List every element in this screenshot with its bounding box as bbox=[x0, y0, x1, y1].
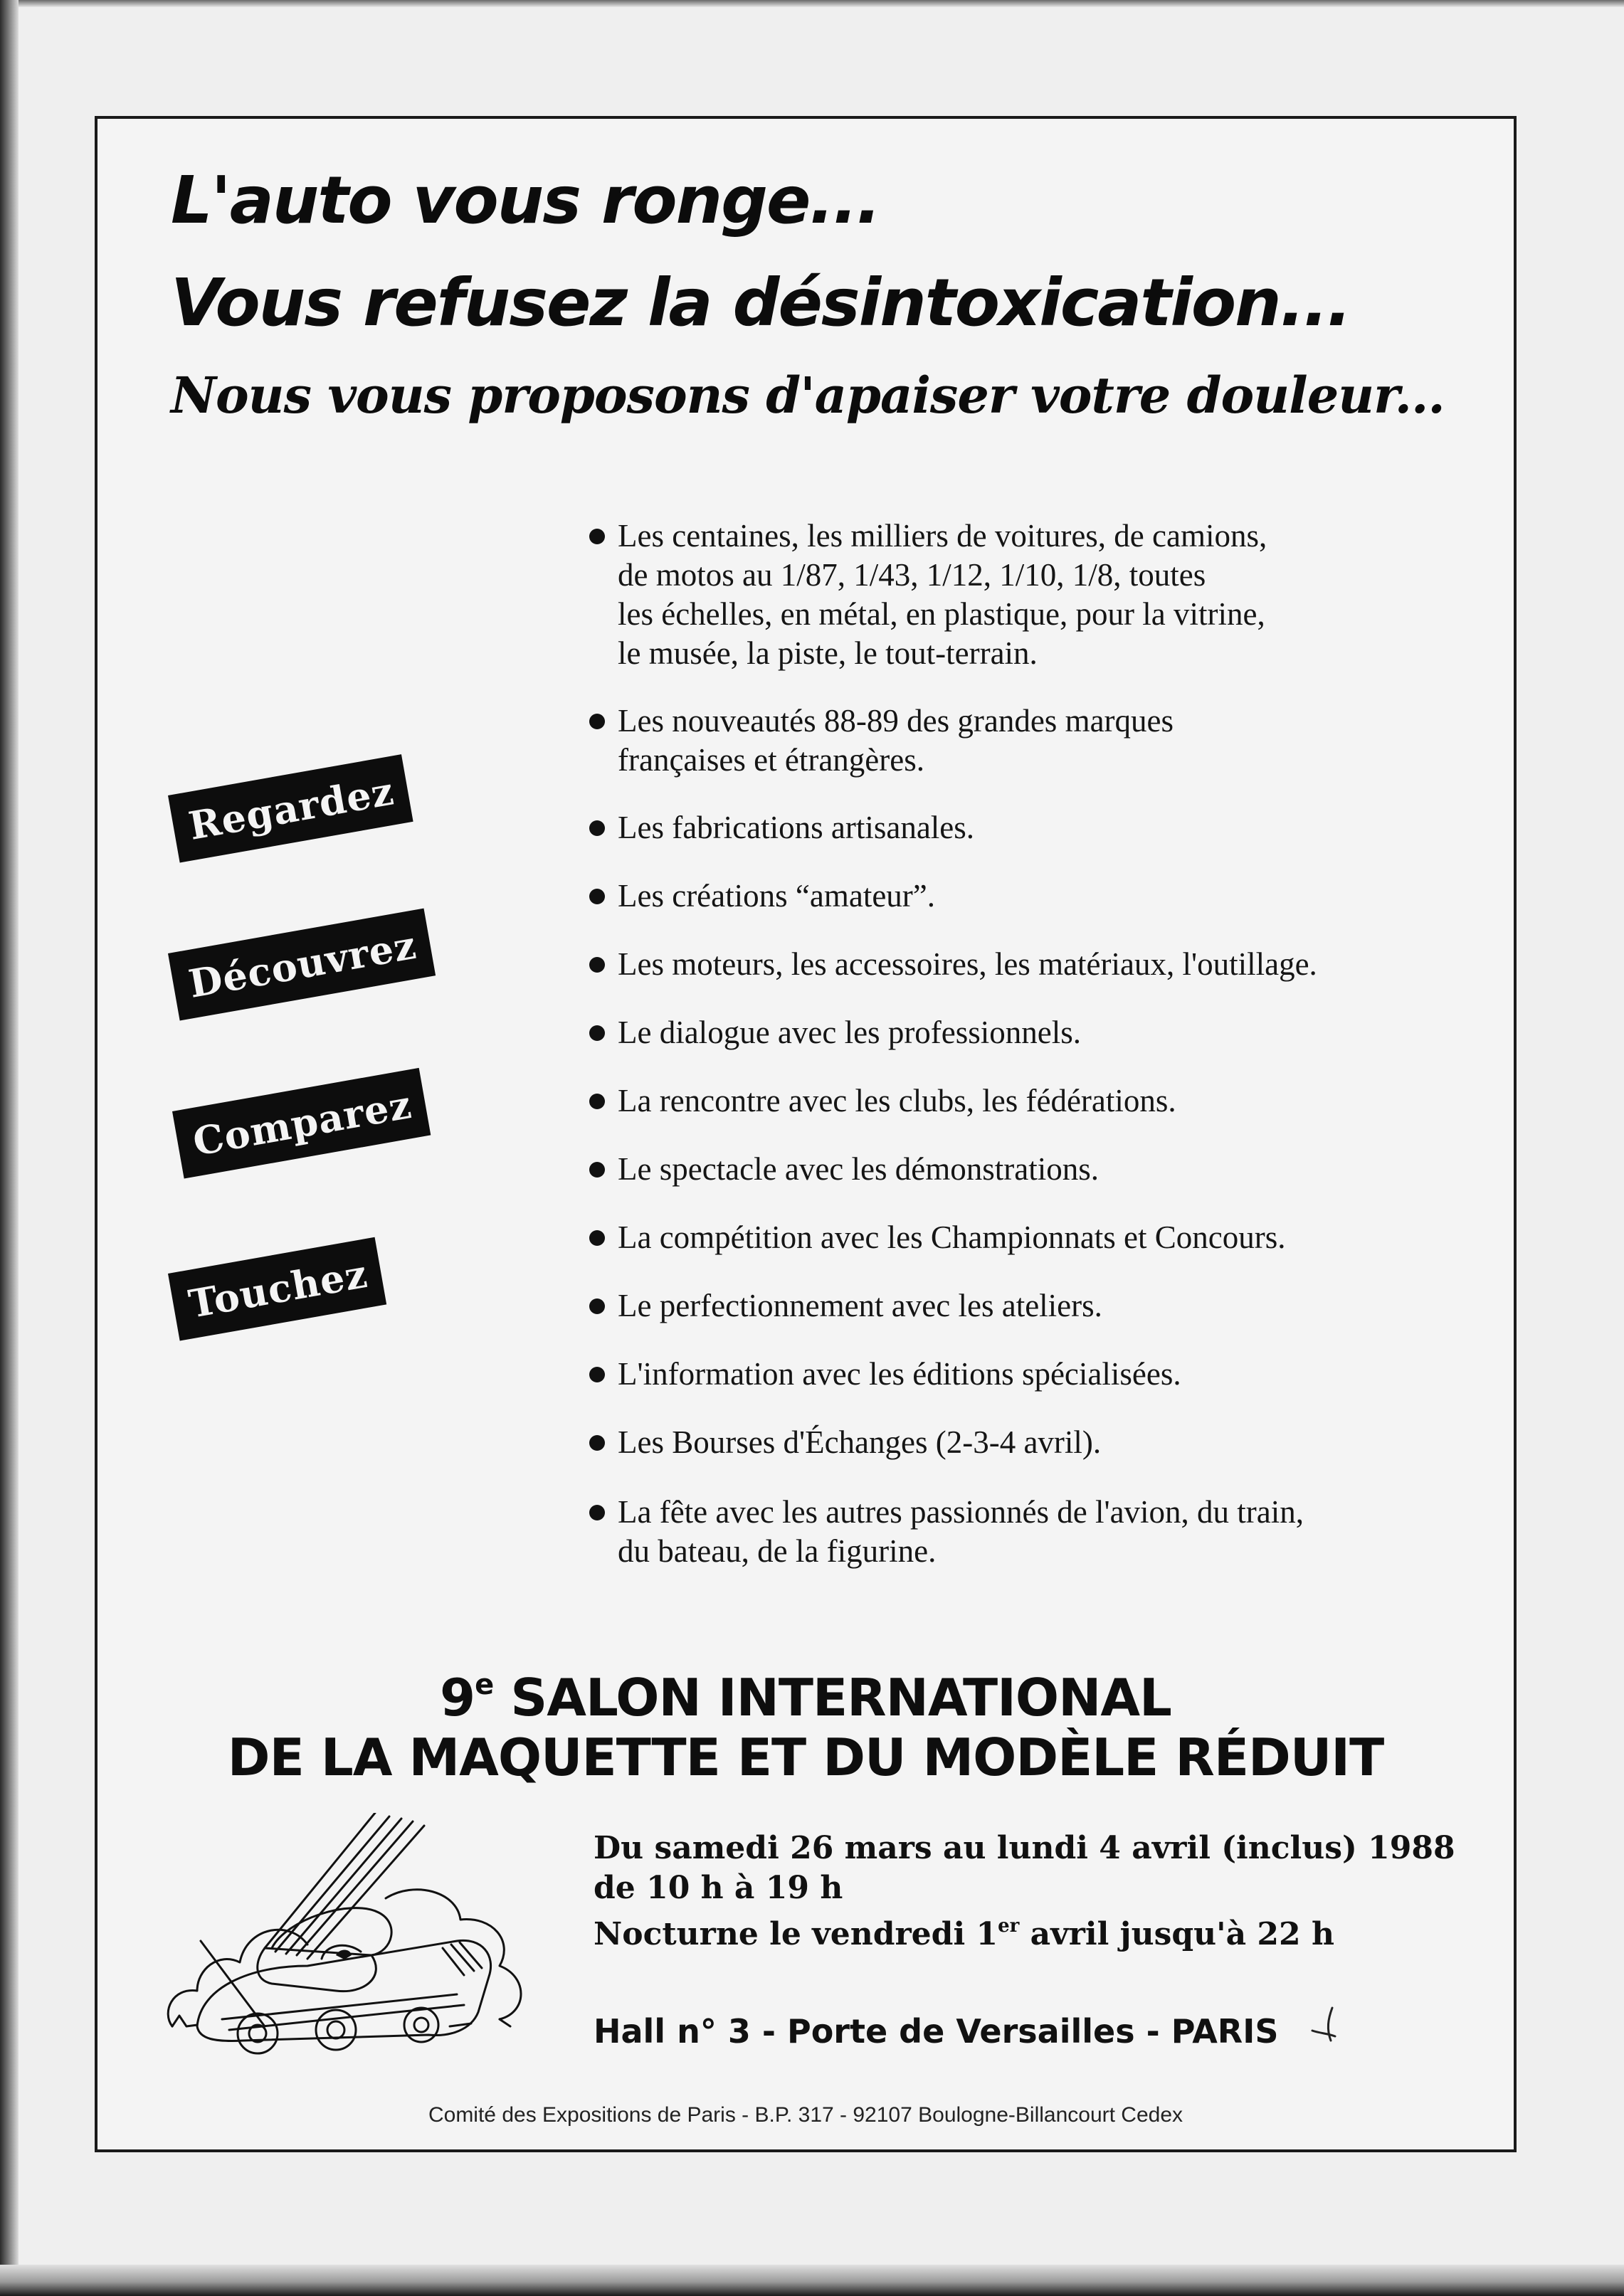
bullet-icon bbox=[589, 1230, 605, 1246]
nocturne-ordinal-suffix: er bbox=[998, 1915, 1020, 1937]
list-item-text bbox=[618, 517, 1472, 673]
headline-line-2: Vous refusez la désintoxication... bbox=[171, 265, 1351, 341]
bullet-icon bbox=[589, 820, 605, 836]
verb-label-regardez: Regardez bbox=[168, 754, 413, 862]
list-item-line: le musée, la piste, le tout-terrain. bbox=[618, 635, 1038, 671]
list-item-text: Les moteurs, les accessoires, les matériaux, l'outillage. bbox=[618, 946, 1317, 982]
list-item-text: Le perfectionnement avec les ateliers. bbox=[618, 1288, 1102, 1323]
list-item-text: Le spectacle avec les démonstrations. bbox=[618, 1151, 1099, 1187]
verb-label-comparez: Comparez bbox=[172, 1068, 431, 1179]
salon-title-text: SALON INTERNATIONAL bbox=[493, 1668, 1171, 1728]
list-item-line: Les centaines, les milliers de voitures, de camions, bbox=[618, 518, 1267, 554]
list-item bbox=[589, 702, 1472, 780]
page-edge-top bbox=[0, 0, 1624, 7]
nocturne-text-end: avril jusqu'à 22 h bbox=[1019, 1916, 1334, 1952]
list-item-text: L'information avec les éditions spécialisées. bbox=[618, 1356, 1181, 1392]
list-item bbox=[589, 1081, 1472, 1121]
car-cartoon-illustration bbox=[158, 1813, 542, 2076]
bullet-icon bbox=[589, 1367, 605, 1382]
page-edge-left bbox=[0, 0, 19, 2296]
bullet-icon bbox=[589, 889, 605, 904]
list-item-line: La fête avec les autres passionnés de l'avion, du train, bbox=[618, 1494, 1304, 1530]
salon-edition-number: 9 bbox=[440, 1668, 475, 1728]
list-item-text: Les fabrications artisanales. bbox=[618, 810, 975, 845]
list-item bbox=[589, 1013, 1472, 1052]
list-item-text bbox=[618, 702, 1472, 780]
list-item bbox=[589, 1286, 1472, 1326]
list-item bbox=[589, 1218, 1472, 1257]
list-item-line: les échelles, en métal, en plastique, pour la vitrine, bbox=[618, 596, 1265, 632]
bullet-icon bbox=[589, 1505, 605, 1520]
bullet-icon bbox=[589, 1298, 605, 1314]
bullet-icon bbox=[589, 957, 605, 973]
bullet-icon bbox=[589, 1025, 605, 1041]
headline-line-1: L'auto vous ronge... bbox=[171, 162, 880, 238]
list-item bbox=[589, 1150, 1472, 1189]
list-item-text: Les Bourses d'Échanges (2-3-4 avril). bbox=[618, 1424, 1102, 1460]
pen-mark-icon bbox=[1307, 2001, 1349, 2051]
bullet-icon bbox=[589, 1162, 605, 1178]
bullet-icon bbox=[589, 714, 605, 729]
list-item-line: de motos au 1/87, 1/43, 1/12, 1/10, 1/8, toutes bbox=[618, 557, 1206, 593]
page-edge-bottom bbox=[0, 2265, 1624, 2296]
salon-title-line-2: DE LA MAQUETTE ET DU MODÈLE RÉDUIT bbox=[227, 1728, 1384, 1787]
event-location: Hall n° 3 - Porte de Versailles - PARIS bbox=[594, 2012, 1279, 2051]
list-item-text: La compétition avec les Championnats et Concours. bbox=[618, 1220, 1286, 1255]
bullet-icon bbox=[589, 529, 605, 544]
organizer-footer: Comité des Expositions de Paris - B.P. 317 - 92107 Boulogne-Billancourt Cedex bbox=[428, 2103, 1183, 2127]
bullet-icon bbox=[589, 1094, 605, 1109]
list-item bbox=[589, 1355, 1472, 1394]
list-item-text bbox=[618, 1493, 1472, 1571]
list-item bbox=[589, 808, 1472, 847]
list-item bbox=[589, 945, 1472, 984]
list-item-line: françaises et étrangères. bbox=[618, 742, 924, 778]
nocturne-text-start: Nocturne le vendredi 1 bbox=[594, 1916, 998, 1952]
event-dates: Du samedi 26 mars au lundi 4 avril (inclus) 1988 bbox=[594, 1830, 1455, 1866]
list-item bbox=[589, 517, 1472, 673]
list-item bbox=[589, 1493, 1472, 1571]
bullet-icon bbox=[589, 1435, 605, 1451]
headline-line-3: Nous vous proposons d'apaiser votre douleur... bbox=[171, 366, 1445, 425]
list-item bbox=[589, 877, 1472, 916]
salon-edition-suffix: e bbox=[475, 1668, 494, 1701]
event-hours: de 10 h à 19 h bbox=[594, 1870, 843, 1906]
list-item bbox=[589, 1423, 1472, 1462]
list-item-text: Les créations “amateur”. bbox=[618, 878, 936, 914]
salon-title-line-1 bbox=[95, 1668, 1517, 1728]
verb-label-touchez: Touchez bbox=[168, 1237, 387, 1341]
event-nocturne bbox=[594, 1915, 1334, 1952]
list-item-text: La rencontre avec les clubs, les fédérations. bbox=[618, 1083, 1176, 1118]
list-item-line: du bateau, de la figurine. bbox=[618, 1533, 937, 1569]
verb-label-decouvrez: Découvrez bbox=[168, 909, 436, 1021]
list-item-line: Les nouveautés 88-89 des grandes marques bbox=[618, 703, 1174, 739]
list-item-text: Le dialogue avec les professionnels. bbox=[618, 1015, 1082, 1050]
